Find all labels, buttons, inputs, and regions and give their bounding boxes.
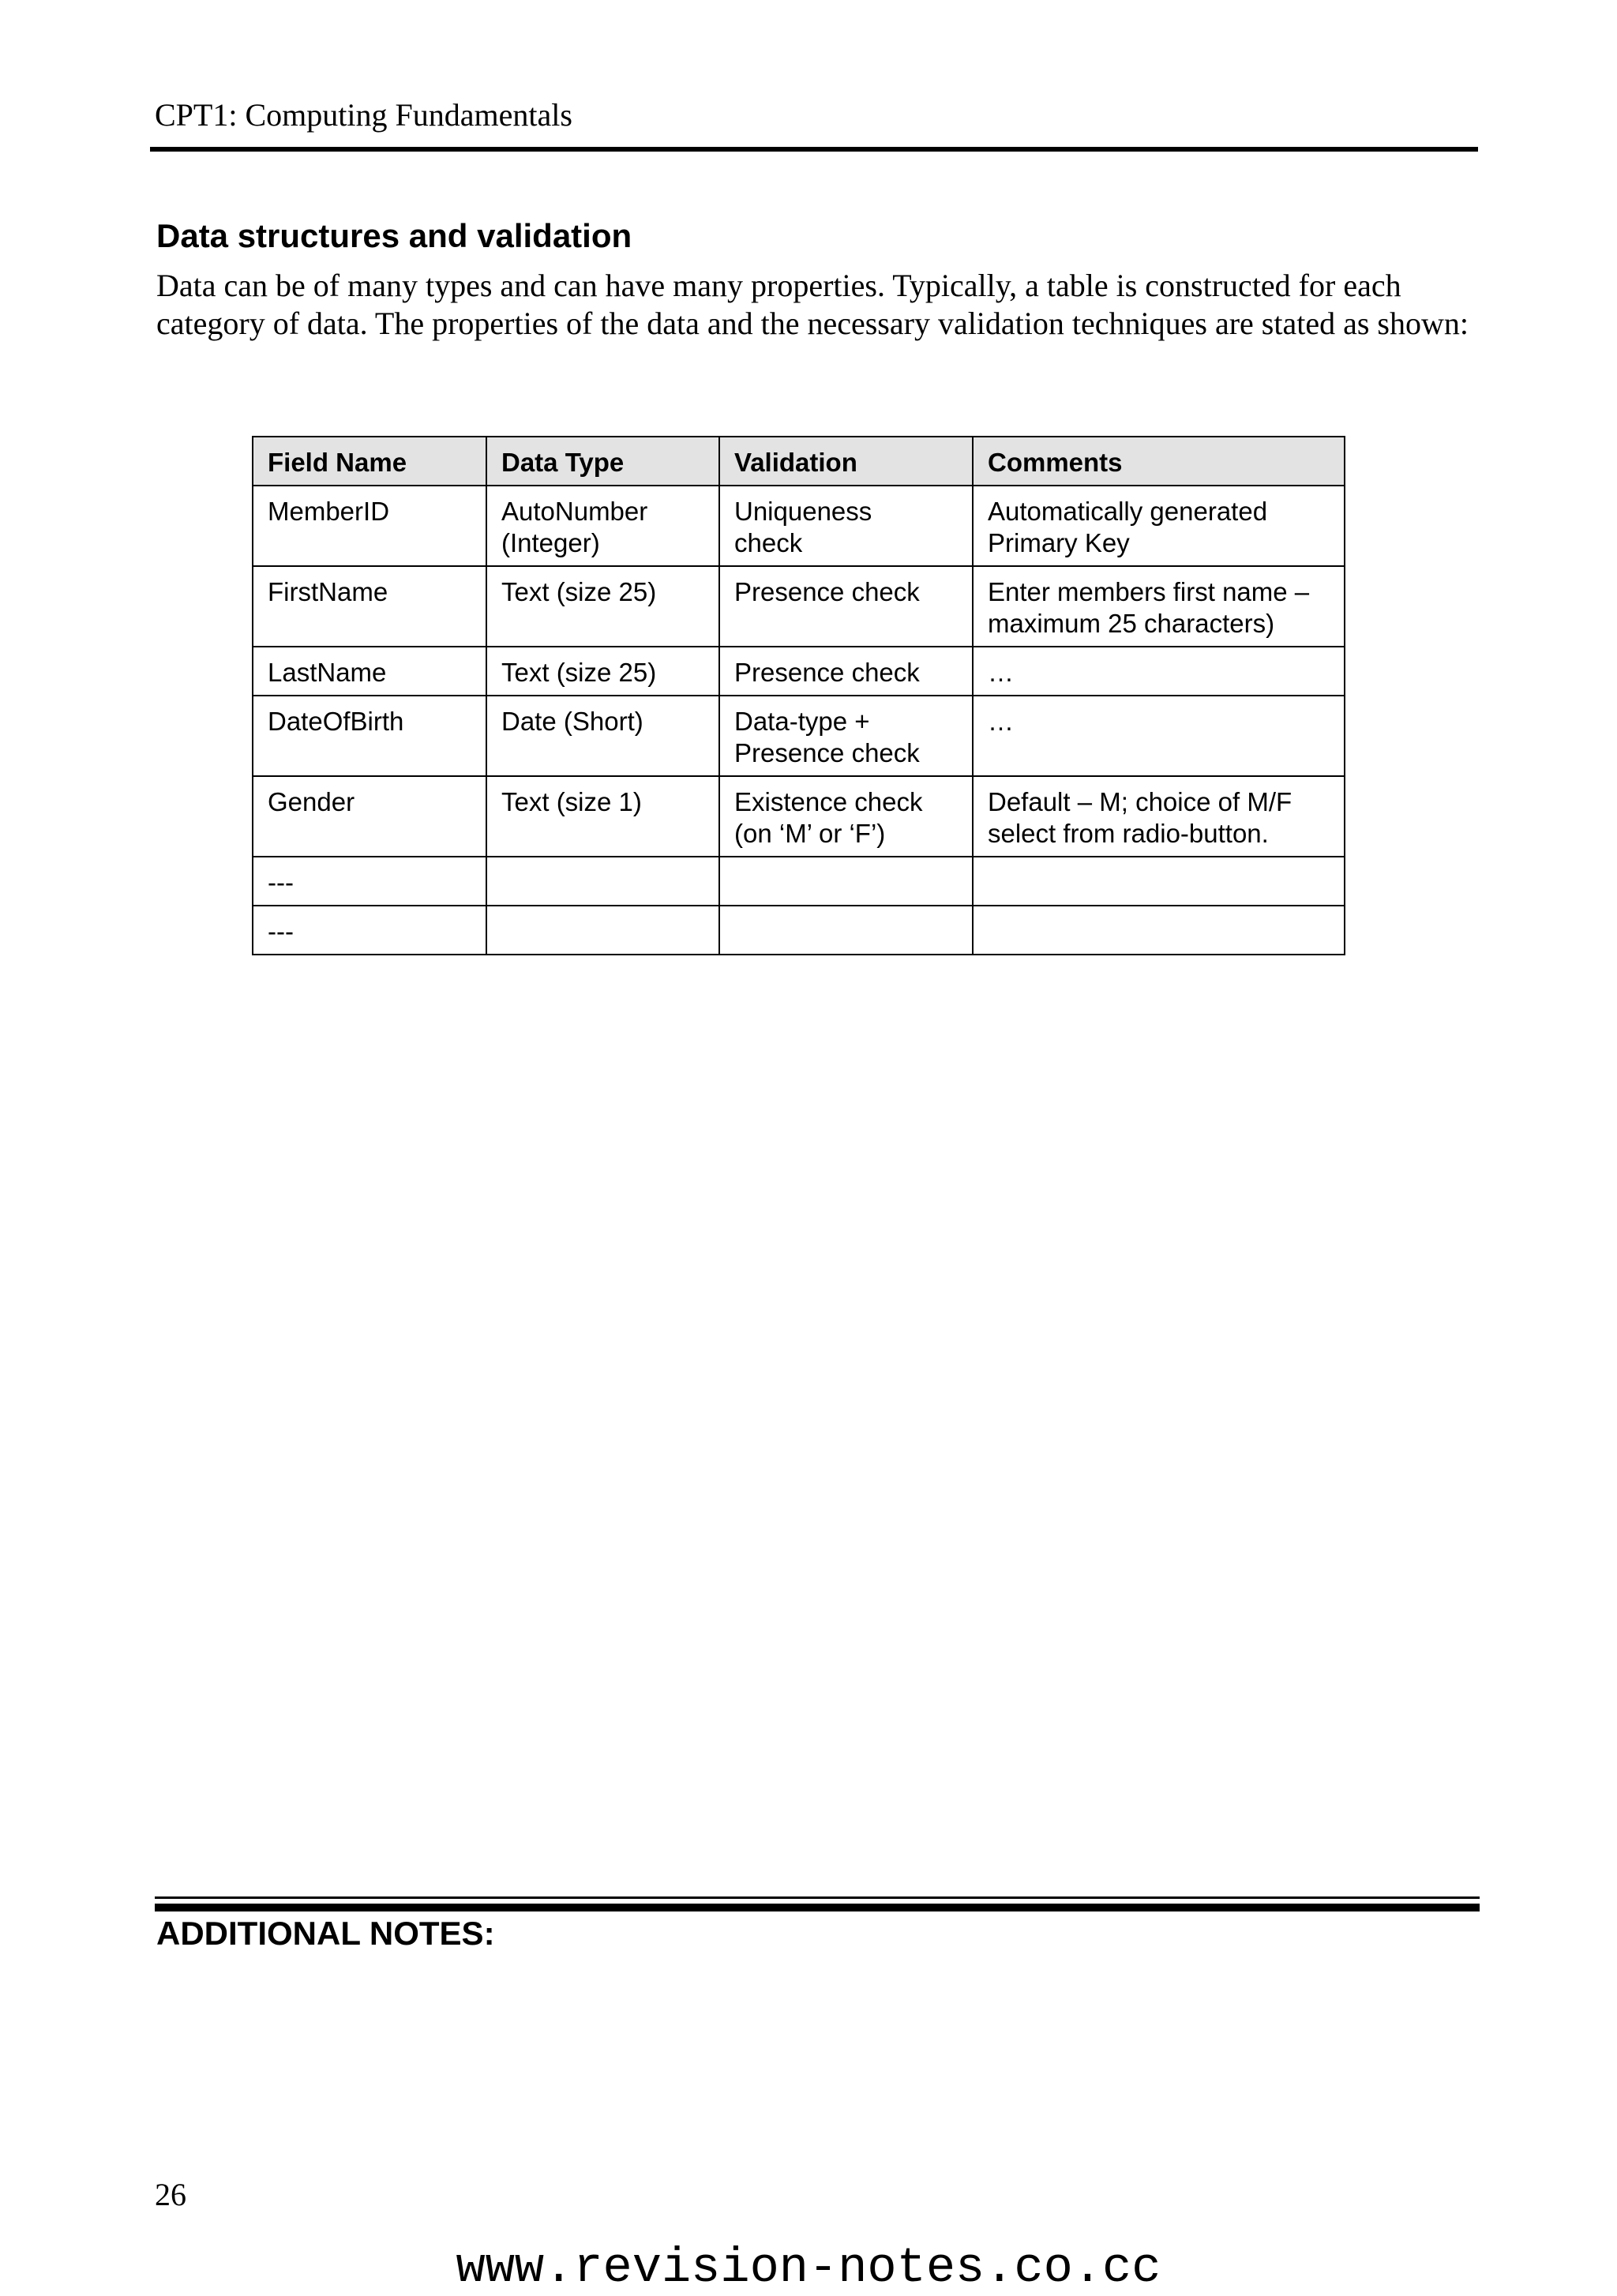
table-cell [719, 906, 973, 955]
table-cell: Gender [253, 776, 486, 857]
table-row [253, 647, 1345, 696]
website-footer: www.revision-notes.co.cc [456, 2240, 1161, 2296]
table-cell: Text (size 25) [486, 647, 719, 696]
column-header: Comments [973, 437, 1345, 486]
column-header: Data Type [486, 437, 719, 486]
data-structure-table [252, 436, 1345, 955]
table-cell: DateOfBirth [253, 696, 486, 776]
table-cell: Existence check (on ‘M’ or ‘F’) [719, 776, 973, 857]
table-row [253, 776, 1345, 857]
table-cell: … [973, 647, 1345, 696]
table-cell: AutoNumber (Integer) [486, 486, 719, 566]
table-cell: FirstName [253, 566, 486, 647]
table-row [253, 696, 1345, 776]
table-cell: --- [253, 906, 486, 955]
table-cell [719, 857, 973, 906]
table-cell: Text (size 25) [486, 566, 719, 647]
additional-notes-heading: ADDITIONAL NOTES: [156, 1915, 495, 1952]
table-header-row [253, 437, 1345, 486]
table-row [253, 566, 1345, 647]
table-cell: LastName [253, 647, 486, 696]
table-row [253, 486, 1345, 566]
table-cell: --- [253, 857, 486, 906]
table-cell: Uniqueness check [719, 486, 973, 566]
column-header: Validation [719, 437, 973, 486]
table-cell: Date (Short) [486, 696, 719, 776]
table-cell: Presence check [719, 566, 973, 647]
section-heading: Data structures and validation [156, 217, 632, 254]
table-cell: Automatically generated Primary Key [973, 486, 1345, 566]
header-rule [150, 147, 1478, 152]
table-cell [973, 857, 1345, 906]
table-cell: MemberID [253, 486, 486, 566]
table-cell [486, 857, 719, 906]
table-row [253, 857, 1345, 906]
table-cell [973, 906, 1345, 955]
notes-divider-thick [155, 1904, 1480, 1911]
page-number: 26 [155, 2177, 186, 2212]
table-cell: Text (size 1) [486, 776, 719, 857]
table-cell: Default – M; choice of M/F select from radio-button. [973, 776, 1345, 857]
table-cell: Data-type + Presence check [719, 696, 973, 776]
table-cell: Presence check [719, 647, 973, 696]
table-row [253, 906, 1345, 955]
table-cell [486, 906, 719, 955]
running-header: CPT1: Computing Fundamentals [155, 97, 572, 133]
column-header: Field Name [253, 437, 486, 486]
intro-paragraph: Data can be of many types and can have many properties. Typically, a table is constructed for each category of data. The properties of the data and the necessary validation techniques are stated as shown: [156, 268, 1469, 341]
notes-divider-thin [155, 1896, 1480, 1899]
table-cell: … [973, 696, 1345, 776]
table-cell: Enter members first name – maximum 25 characters) [973, 566, 1345, 647]
